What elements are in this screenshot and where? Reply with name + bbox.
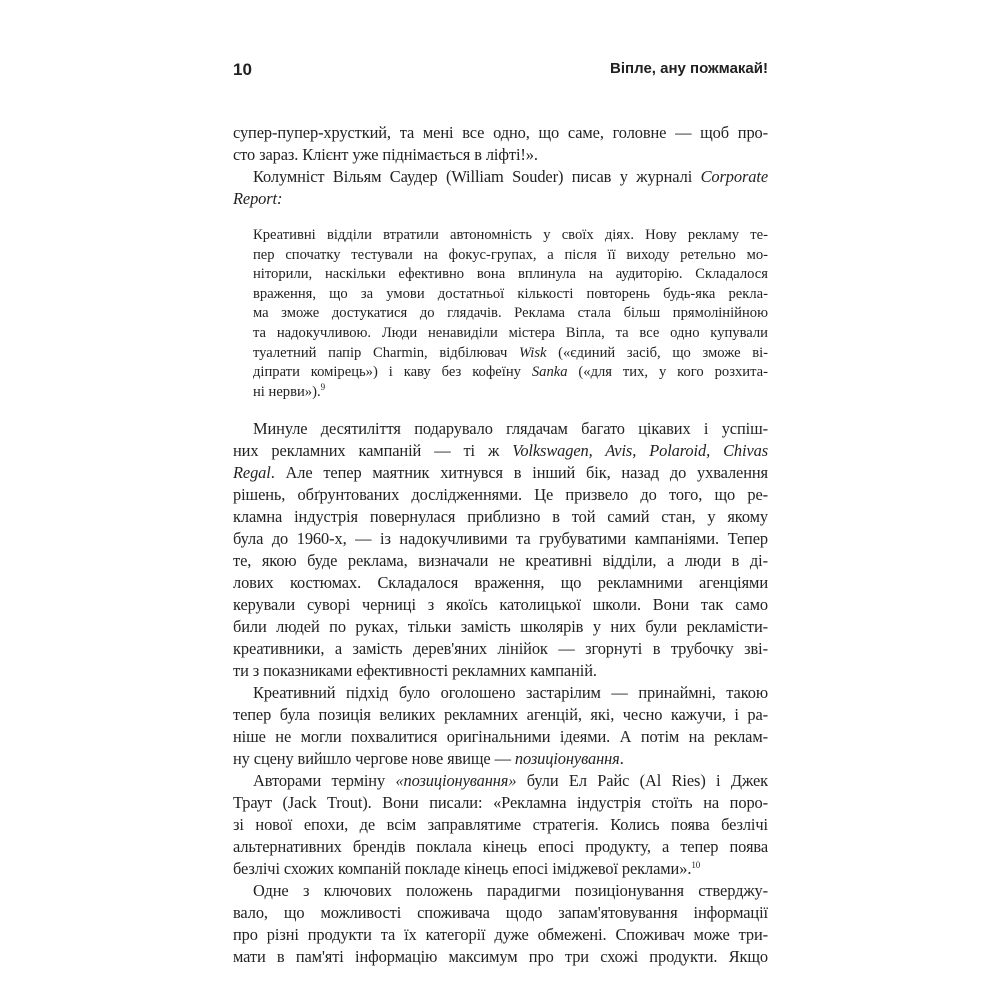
text-run: Колумніст Вільям Саудер (William Souder) писав у журналі	[253, 167, 701, 186]
text-line: Траут (Jack Trout). Вони писали: «Рекламна індустрія стоїть на поро-	[233, 793, 768, 813]
running-title: Віпле, ану пожмакай!	[610, 60, 768, 77]
text-run: туалетний папір Charmin, відбілювач	[253, 344, 519, 361]
quote-line: та надокучливою. Люди ненавиділи містера Віпла, та все одно купували	[253, 324, 768, 341]
quote-line	[253, 363, 768, 383]
brand-names: Volkswagen, Avis, Polaroid, Chivas	[512, 441, 768, 461]
text-run: («для тих, у кого розхита-	[567, 364, 768, 381]
text-line	[233, 748, 768, 770]
paragraph	[233, 122, 768, 166]
quote-line: пер спочатку тестували на фокус-групах, а після її виходу ретельно мо-	[253, 246, 768, 263]
text-line: про різні продукти та їх категорії дуже обмежені. Споживач може три-	[233, 925, 768, 945]
text-line: те, якою буде реклама, визначали не креативні відділи, а люди в ді-	[233, 551, 768, 571]
text-line: сто зараз. Клієнт уже піднімається в ліфті!».	[233, 145, 538, 164]
footnote-ref: 9	[320, 381, 326, 392]
paragraph	[233, 880, 768, 968]
text-line: били людей по руках, тільки замість школярів у них були рекламісти-	[233, 617, 768, 637]
quote-line	[253, 344, 768, 364]
text-run: були Ел Райс (Al Ries) і Джек	[516, 771, 768, 791]
quote-line: враження, що за умови достатньої кількості повторень будь-яка рекла-	[253, 285, 768, 302]
text-line: Минуле десятиліття подарувало глядачам багато цікавих і успіш-	[253, 419, 768, 439]
text-line: керували суворі черниці з якоїсь католицької школи. Вони так само	[233, 595, 768, 615]
text-line	[233, 166, 768, 188]
quote-line: ніторили, наскільки ефективно вона вплинула на аудиторію. Складалося	[253, 266, 768, 283]
text-line: зі нової епохи, де всім заправлятиме стратегія. Колись поява безлічі	[233, 815, 768, 835]
quote-line: ма зможе достукатися до глядачів. Реклама стала більш прямолінійною	[253, 305, 768, 322]
quote-line	[253, 383, 768, 403]
text-run: .	[619, 749, 624, 769]
text-run: («єдиний засіб, що зможе ві-	[546, 344, 769, 361]
text-line: була до 1960-х, — із надокучливими та грубуватими кампаніями. Тепер	[233, 529, 768, 549]
text-run: . Але тепер маятник хитнувся в інший бік, назад до ухвалення	[270, 463, 768, 483]
paragraph	[233, 418, 768, 682]
text-line: Креативний підхід було оголошено застарілим — принаймні, такою	[253, 683, 768, 703]
term: позиціонування	[514, 749, 620, 769]
text-line: мати в пам'яті інформацію максимум про три схожі продукти. Якщо	[233, 947, 768, 967]
paragraph	[233, 770, 768, 880]
text-line: рішень, обґрунтованих дослідженнями. Це призвело до того, що ре-	[233, 485, 768, 505]
term: «позиціонування»	[395, 771, 517, 791]
text-line: вало, що можливості споживача щодо запам'ятовування інформації	[233, 903, 768, 923]
brand-name: Wisk	[518, 344, 547, 361]
text-line	[233, 440, 768, 462]
text-line: кламна індустрія повернулася приблизно в той самий стан, у якому	[233, 507, 768, 527]
text-run: них рекламних кампаній — ті ж	[233, 441, 513, 461]
text-run: ну сцену вийшло чергове нове явище —	[233, 749, 515, 769]
text-line	[233, 858, 768, 880]
text-line	[233, 770, 768, 792]
footnote-ref: 10	[691, 860, 701, 871]
block-quote	[253, 226, 768, 402]
paragraph	[233, 682, 768, 770]
text-line: супер-пупер-хрусткий, та мені все одно, що саме, головне — щоб про-	[233, 123, 768, 142]
brand-names: Regal	[233, 463, 271, 483]
text-line: альтернативних брендів поклала кінець епосі продукту, а тепер поява	[233, 837, 768, 857]
brand-name: Sanka	[531, 364, 568, 381]
paragraph	[233, 166, 768, 210]
text-run: ні нерви»).	[253, 383, 321, 400]
journal-title: Corporate	[700, 167, 768, 186]
page-header	[233, 60, 768, 88]
text-run: діпрати комірець») і каву без кофеїну	[253, 364, 532, 381]
text-line: Одне з ключових положень парадигми позиціонування стверджу-	[253, 881, 768, 901]
page-number: 10	[233, 60, 252, 79]
text-line: тепер була позиція великих рекламних агенцій, які, чесно кажучи, і ра-	[233, 705, 768, 725]
text-line: креативники, а замість дерев'яних лінійок — згорнуті в трубочку зві-	[233, 639, 768, 659]
text-line: ніше не могли похвалитися оригінальними ідеями. А потім на реклам-	[233, 727, 768, 747]
body-text	[233, 122, 768, 968]
text-run: Авторами терміну	[253, 771, 396, 791]
text-run: безлічі схожих компаній покладе кінець епосі іміджевої реклами».	[233, 859, 692, 879]
text-line	[233, 188, 768, 210]
text-line: ти з показниками ефективності рекламних кампаній.	[233, 661, 597, 681]
text-line: лових костюмах. Складалося враження, що рекламними агенціями	[233, 573, 768, 593]
journal-title: Report:	[233, 189, 283, 208]
text-line	[233, 462, 768, 484]
quote-line: Креативні відділи втратили автономність у своїх діях. Нову рекламу те-	[253, 227, 768, 243]
